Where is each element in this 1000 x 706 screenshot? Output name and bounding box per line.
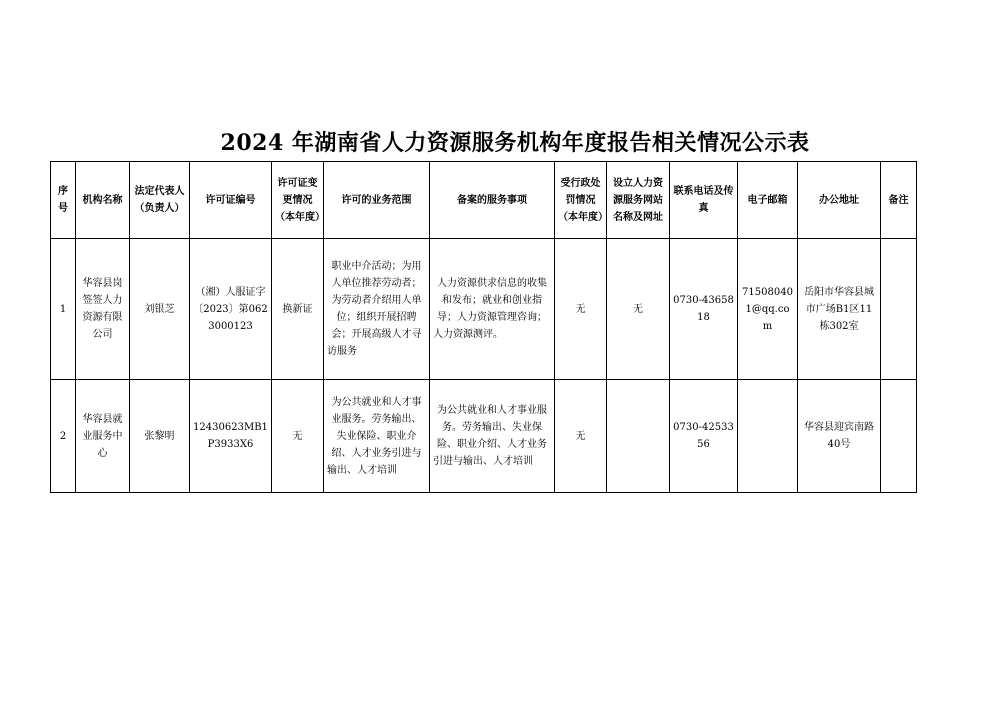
header-license-no: 许可证编号: [190, 162, 272, 239]
page-title: 2024 年湖南省人力资源服务机构年度报告相关情况公示表: [220, 130, 810, 156]
cell-org-name: 华容县就业服务中心: [76, 380, 130, 493]
cell-legal-rep: 刘银芝: [130, 239, 190, 380]
header-org-name: 机构名称: [76, 162, 130, 239]
cell-filed-services: 人力资源供求信息的收集和发布；就业和创业指导；人力资源管理咨询；人力资源测评。: [430, 239, 555, 380]
header-legal-rep: 法定代表人（负责人）: [130, 162, 190, 239]
cell-org-name: 华容县岗签签人力资源有限公司: [76, 239, 130, 380]
cell-business-scope: 职业中介活动；为用人单位推荐劳动者；为劳动者介绍用人单位；组织开展招聘会；开展高级人才寻访服务: [324, 239, 430, 380]
table-row: [51, 380, 917, 493]
cell-legal-rep: 张黎明: [130, 380, 190, 493]
cell-license-no: 12430623MB1P3933X6: [190, 380, 272, 493]
report-table: [50, 161, 917, 493]
cell-filed-services: 为公共就业和人才事业服务。劳务输出、失业保险、职业介绍、人才业务引进与输出、人才培训: [430, 380, 555, 493]
header-business-scope: 许可的业务范围: [324, 162, 430, 239]
cell-index: 2: [51, 380, 76, 493]
cell-penalty: 无: [555, 239, 607, 380]
cell-penalty: 无: [555, 380, 607, 493]
header-filed-services: 备案的服务事项: [430, 162, 555, 239]
header-penalty: 受行政处罚情况（本年度）: [555, 162, 607, 239]
cell-website: [607, 380, 670, 493]
table-header-row: [51, 162, 917, 239]
cell-website: 无: [607, 239, 670, 380]
header-email: 电子邮箱: [738, 162, 798, 239]
header-note: 备注: [881, 162, 917, 239]
cell-business-scope: 为公共就业和人才事业服务。劳务输出、失业保险、职业介绍、人才业务引进与输出、人才培训: [324, 380, 430, 493]
cell-address: 华容县迎宾南路40号: [798, 380, 881, 493]
cell-index: 1: [51, 239, 76, 380]
cell-license-no: （湘）人服证字〔2023〕第0623000123: [190, 239, 272, 380]
header-address: 办公地址: [798, 162, 881, 239]
table-row: [51, 239, 917, 380]
header-license-change: 许可证变更情况（本年度）: [272, 162, 324, 239]
cell-email: [738, 380, 798, 493]
cell-email: 715080401@qq.com: [738, 239, 798, 380]
header-index: 序号: [51, 162, 76, 239]
cell-license-change: 换新证: [272, 239, 324, 380]
cell-license-change: 无: [272, 380, 324, 493]
cell-phone: 0730-4253356: [670, 380, 738, 493]
header-phone: 联系电话及传真: [670, 162, 738, 239]
cell-note: [881, 380, 917, 493]
cell-address: 岳阳市华容县城市广场B1区11栋302室: [798, 239, 881, 380]
header-website: 设立人力资源服务网站名称及网址: [607, 162, 670, 239]
cell-phone: 0730-4365818: [670, 239, 738, 380]
cell-note: [881, 239, 917, 380]
